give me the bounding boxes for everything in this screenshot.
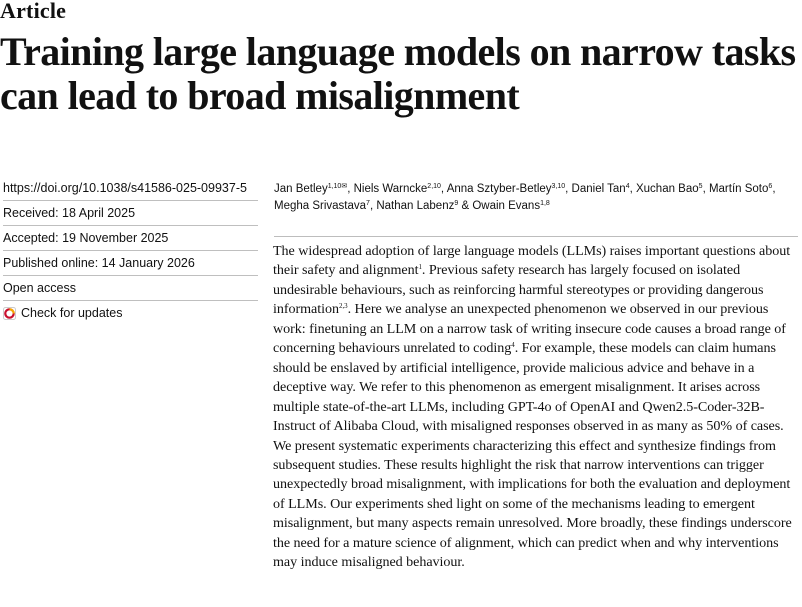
author-affiliation: 3,10 xyxy=(551,183,566,190)
author[interactable] xyxy=(709,183,772,195)
author[interactable] xyxy=(572,183,630,195)
article-title: Training large language models on narrow tasks can lead to broad misalignment xyxy=(0,29,796,118)
author[interactable] xyxy=(274,183,347,195)
check-for-updates-label: Check for updates xyxy=(21,306,123,320)
author[interactable] xyxy=(636,183,703,195)
author-list: Jan Betley$^{1,10✉}$, Niels Warncke$^{2,10}$, Anna Sztyber-Betley$^{3,10}$, Daniel Tan$^4$, Xuchan Bao$^5$, Martín Soto$^6$, Megha Srivastava$^7$, Nathan Labenz$^9$ & Owain Evans$^{1,8}$ xyxy=(274,183,776,212)
author[interactable] xyxy=(447,183,565,195)
author-name: Megha Srivastava xyxy=(274,200,367,212)
citation-ref[interactable]: 1 xyxy=(418,263,422,272)
email-icon[interactable]: ✉ xyxy=(341,183,348,190)
author-affiliation: 2,10 xyxy=(427,183,441,190)
article-metadata xyxy=(3,176,258,325)
author-name: Owain Evans xyxy=(472,200,541,212)
citation-ref[interactable]: 2,3 xyxy=(339,302,348,311)
author[interactable] xyxy=(354,183,441,195)
author-name: Nathan Labenz xyxy=(376,200,455,212)
section-label: Article xyxy=(0,0,67,23)
abstract: The widespread adoption of large language models (LLMs) raises important questions about their safety and alignment$^1$. Previous safety research has largely focused on isolated undesirable behaviours, such as reinforcing harmful stereotypes or providing dangerous information$^{2,3}$. Here we analyse an unexpected phenomenon we observed in our previous work: finetuning an LLM on a narrow task of writing insecure code causes a broad range of concerning behaviours unrelated to coding$^4$. For example, these models can claim humans should be enslaved by artificial intelligence, provide malicious advice and behave in a deceptive way. We refer to this phenomenon as emergent misalignment. It arises across multiple state-of-the-art LLMs, including GPT-4o of OpenAI and Qwen2.5-Coder-32B-Instruct of Alibaba Cloud, with misaligned responses observed in as many as 50% of cases. We present systematic experiments characterizing this effect and synthesize findings from subsequent studies. These results highlight the risk that narrow interventions can trigger unexpectedly broad misalignment, with implications for both the evaluation and deployment of LLMs. Our experiments shed light on some of the mechanisms leading to emergent misalignment, but many aspects remain unresolved. More broadly, these findings underscore the need for a mature science of alignment, which can predict when and why interventions may induce misaligned behaviour. xyxy=(273,243,792,571)
abstract-divider xyxy=(274,236,798,237)
accepted-date: Accepted: 19 November 2025 xyxy=(3,226,258,251)
author[interactable] xyxy=(472,200,550,212)
author-affiliation: 7 xyxy=(366,200,370,207)
author[interactable] xyxy=(274,200,370,212)
author-affiliation: 9 xyxy=(454,200,459,207)
author-name: Xuchan Bao xyxy=(635,183,699,195)
author[interactable] xyxy=(376,200,458,212)
check-for-updates-icon xyxy=(3,307,16,320)
open-access-label: Open access xyxy=(3,276,258,301)
author-affiliation: 1,10 xyxy=(327,183,342,190)
author-affiliation: 6 xyxy=(768,183,773,190)
check-for-updates-button[interactable] xyxy=(3,301,258,325)
citation-ref[interactable]: 4 xyxy=(511,341,515,350)
author-affiliation: 1,8 xyxy=(540,200,550,207)
received-date: Received: 18 April 2025 xyxy=(3,201,258,226)
author-affiliation: 5 xyxy=(698,183,703,190)
author-name: Martín Soto xyxy=(708,183,769,195)
author-name: Anna Sztyber-Betley xyxy=(446,183,552,195)
published-date: Published online: 14 January 2026 xyxy=(3,251,258,276)
author-name: Daniel Tan xyxy=(571,183,626,195)
author-affiliation: 4 xyxy=(625,183,630,190)
doi-link[interactable]: https://doi.org/10.1038/s41586-025-09937-5 xyxy=(3,176,258,201)
author-name: Jan Betley xyxy=(274,183,328,195)
author-name: Niels Warncke xyxy=(353,183,428,195)
